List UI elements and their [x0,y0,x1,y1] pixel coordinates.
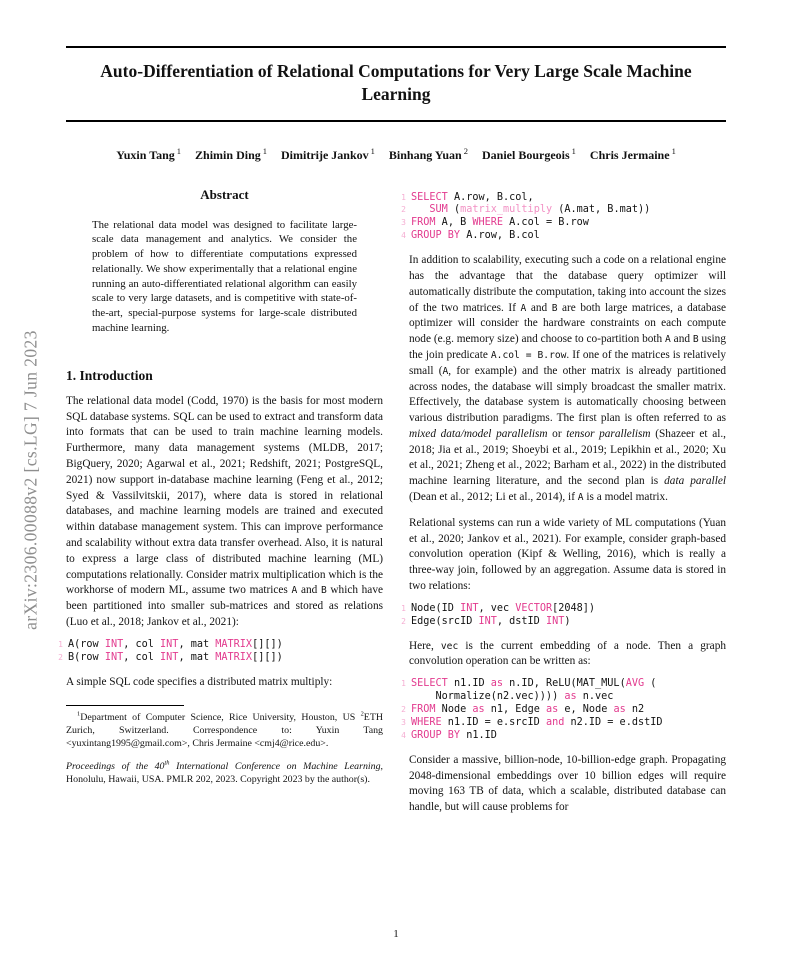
code-keyword: INT [478,615,497,627]
code-line [398,217,726,230]
text-segment: . If one of the matrices is relatively small ( [409,348,726,377]
code-text [411,717,663,730]
text-segment: Department of Computer Science, Rice University, Houston, US [80,712,361,724]
code-plain: n.vec [576,691,614,703]
text-segment: is the current embedding of a node. Then a graph convolution operation can be written as: [409,639,726,668]
code-keyword: SUM [429,204,448,216]
code-line [55,639,383,652]
code-keyword: VECTOR [515,602,553,614]
code-plain: , mat [178,651,216,663]
page-number: 1 [393,928,399,940]
code-plain: ) [564,615,571,627]
code-plain: Node(ID [411,602,461,614]
section-heading-introduction: 1. Introduction [66,367,153,383]
author-name: Binhang Yuan $^2$ [388,145,468,162]
code-plain: ( [447,204,461,216]
title-rule-bottom [66,120,726,122]
code-line [398,603,726,616]
code-text [411,192,534,205]
code-line [398,691,726,704]
authors-line [66,146,726,163]
text-segment: Relational systems can run a wide variety of ML computations (Yuan et al., 2020; Jankov et al., 2021). For example, consider graph-based convolution operation (Kipf & Welling, 2016), which is really a three-way join, followed by an aggregation. Assume data is stored in two relations: [409,516,726,593]
code-plain: n2 [625,704,645,716]
code-text [411,603,595,616]
paragraph-scalability [409,253,726,506]
text-segment: th [164,760,170,768]
code-keyword: GROUP BY [411,729,461,741]
code-line [398,678,726,691]
code-plain: (A.mat, B.mat)) [552,204,651,216]
paragraph-relational-systems [409,516,726,595]
code-plain: , col [123,638,161,650]
author-affiliation-superscript: 1 [571,145,576,156]
text-segment: B [320,585,327,597]
text-segment: (Dean et al., 2012; Li et al., 2014), if [409,491,578,504]
code-line-number: 1 [58,639,63,649]
text-segment: mixed data/model parallelism [409,427,548,440]
paragraph-here-vec [409,639,726,671]
code-text [411,691,613,704]
code-block-sql-matrix-multiply [398,192,726,244]
code-plain [411,204,429,215]
text-segment: is a model matrix. [583,491,668,504]
code-keyword: FROM [411,704,436,716]
code-line [398,204,726,217]
code-plain: [2048]) [552,602,596,614]
text-segment: tensor parallelism [566,427,651,440]
text-segment: are both large matrices, a database optimizer will consider the hardware constraints on each compute node (e.g. memory size) and choose to co-partition both [409,301,726,346]
code-line-number: 4 [401,730,406,740]
text-segment: B [692,334,699,346]
code-text [411,616,571,629]
code-block-sql-graph-conv [398,678,726,743]
code-text [411,704,644,717]
text-segment: 1 [77,711,81,719]
text-segment: and [670,333,693,346]
code-keyword: WHERE [411,716,442,728]
author-name: Dimitrije Jankov $^1$ [281,145,375,162]
text-segment: ETH Zurich, Switzerland. Correspondence to: Yuxin Tang <yuxintang1995@gmail.com>, Chris Jermaine <cmj4@rice.edu>. [66,712,383,750]
code-text [411,204,650,217]
text-segment: International Conference on Machine Learning [169,761,381,773]
code-plain: n2.ID = e.dstID [564,716,663,728]
code-line-number: 3 [401,218,406,228]
code-line [398,704,726,717]
code-line-number: 2 [401,205,406,215]
code-keyword: INT [104,651,124,663]
code-plain: A.row, B.col, [447,191,534,203]
author-affiliation-superscript: 1 [671,145,676,156]
code-keyword: AVG [625,678,645,690]
intro-paragraph-2: A simple SQL code specifies a distributed matrix multiply: [66,675,333,688]
author-affiliation-superscript: 1 [370,145,375,156]
code-line-number: 3 [401,717,406,727]
code-line-number: 1 [401,603,406,613]
code-text [411,730,497,743]
text-segment: vec [440,640,459,652]
code-keyword: INT [160,638,179,650]
code-plain: n1, Edge [484,704,546,716]
author-name: Yuxin Tang $^1$ [116,145,182,162]
left-column [58,184,383,787]
code-keyword: and [545,716,565,728]
text-segment: The relational data model (Codd, 1970) is the basis for most modern SQL database systems. SQL can be used to extract and transform data into formats that can be used to train machine learning models. Furthermore, many data management systems (MLDB, 2017; BigQuery, 2020; Agarwal et al., 2021; Redshift, 2021; PostgreSQL, 2021) now support in-database machine learning (Feng et al., 2012; Syed & Vassilvitskii, 2017), where data is stored in relational databases, and machine learning models are trained and executed within database management system. This can improve performance and scalability without extra data transfer overhead. Also, it is natural to express a large class of distributed machine learning (ML) computations relationally. Consider matrix multiplication which is the workhorse of modern ML, assume two matrices [66,394,383,597]
code-keyword: as [472,704,485,716]
code-plain: A.col = B.row [503,217,589,229]
code-keyword: FROM [411,217,436,229]
code-line [398,616,726,629]
text-segment: B [551,302,558,314]
arxiv-banner: arXiv:2306.00088v2 [cs.LG] 7 Jun 2023 [20,330,41,630]
code-keyword: INT [460,602,479,614]
code-text [68,652,283,665]
text-segment: which have been partitioned into smaller sub-matrices and stored as relations (Luo et al., 2018; Jankov et al., 2021): [66,584,383,629]
text-segment: and [297,584,321,597]
code-keyword: as [545,704,559,716]
code-line [398,230,726,243]
code-plain: n.ID, ReLU(MAT_MUL( [503,678,626,690]
text-segment: , Honolulu, Hawaii, USA. PMLR 202, 2023. Copyright 2023 by the author(s). [66,761,383,786]
code-line [398,730,726,743]
code-plain: [][]) [252,651,283,663]
text-segment: (Shazeer et al., 2018; Jia et al., 2019; Shoeybi et al., 2019; Lepikhin et al., 2020; Xu et al., 2021; Zheng et al., 2022; Barham et al., 2022) in the distributed machine learning literature, and the second plan is [409,427,726,488]
text-segment: A [442,365,449,377]
text-segment: Proceedings of the 40 [66,761,165,773]
author-name: Daniel Bourgeois $^1$ [481,145,576,162]
footnote-affiliations [66,711,383,750]
code-line-number: 2 [401,616,406,626]
code-plain: A, B [435,217,473,229]
text-segment: data parallel [664,475,726,488]
intro-paragraph-1 [66,394,383,631]
code-block-matrix-schema [55,639,383,665]
code-text [411,678,656,691]
author-affiliation-superscript: 1 [262,145,267,156]
text-segment: and [526,301,552,314]
code-keyword: as [564,691,577,703]
code-keyword: as [490,678,504,690]
author-name: Zhimin Ding $^1$ [195,145,267,162]
title-rule-top [66,46,726,48]
text-segment: or [547,427,567,440]
text-segment: A [665,334,671,346]
code-plain: , col [123,651,161,663]
footnote-rule [66,705,184,706]
code-plain: Edge(srcID [411,615,479,627]
two-column-body [58,184,727,816]
code-plain: Normalize(n2.vec)))) [411,691,565,703]
code-keyword: SELECT [411,678,448,690]
code-line [398,192,726,205]
text-segment: A [291,585,298,597]
text-segment: A [577,492,584,504]
abstract-heading: Abstract [200,186,249,202]
code-text [68,639,283,652]
code-text [411,230,540,243]
text-segment: using the join predicate [409,333,726,361]
code-line [55,652,383,665]
text-segment: A.col = B.row [490,349,567,361]
code-plain: B(row [68,651,105,663]
code-plain: e, Node [558,704,614,716]
code-line-number: 1 [401,679,406,689]
code-block-node-edge-schema [398,603,726,629]
code-plain: , dstID [496,615,546,627]
paragraph-consider-graph [409,753,726,816]
code-line-number: 2 [58,652,63,662]
abstract-text: The relational data model was designed to facilitate large-scale data management and analytics. We consider the problem of how to differentiate computations expressed relationally. We show experimentally that a relational engine running an auto-differentiated relational algorithm can easily scale to very large datasets, and is competitive with state-of-the-art, special-purpose systems for large-scale distributed machine learning. [92,218,357,335]
author-name: Chris Jermaine $^1$ [589,145,676,162]
code-line [398,717,726,730]
text-segment: 2 [360,711,364,719]
code-keyword: SELECT [411,191,448,203]
author-affiliation-superscript: 1 [176,145,182,156]
code-keyword: INT [104,638,124,650]
code-plain: n1.ID [447,678,491,690]
paper-title: Auto-Differentiation of Relational Computations for Very Large Scale Machine Learning [100,61,692,104]
code-plain: n1.ID [460,729,497,741]
code-keyword: as [613,704,626,716]
text-segment: In addition to scalability, executing such a code on a relational engine has the advantage that the database query optimizer will automatically distribute the computation, taking into account the sizes of the two matrices. If [409,254,726,314]
code-plain: , vec [478,602,516,614]
right-column [401,184,727,816]
text-segment: Consider a massive, billion-node, 10-billion-edge graph. Propagating 2048-dimensional embeddings over 10 billion edges will require moving 163 TB of data, which a scalable, distributed database can handle, but will cause problems for [409,753,726,814]
code-line-number: 2 [401,705,406,715]
code-plain: n1.ID = e.srcID [441,716,546,728]
text-segment: , for example) and the other matrix is already partitioned across nodes, the database will simply broadcast the smaller matrix. Effectively, the database system is automatically choosing between various distribution paradigms. The first plan is often referred to as [409,364,727,425]
code-plain: [][]) [252,638,283,650]
code-text [411,217,589,230]
proceedings-note [66,760,383,786]
code-plain: ( [644,678,657,690]
code-plain: , mat [178,638,216,650]
author-affiliation-superscript: 2 [463,145,468,156]
code-plain: A.row, B.col [460,230,540,242]
code-plain: Node [435,704,473,716]
code-keyword: MATRIX [215,651,253,663]
code-line-number [398,691,406,704]
paper-content [58,0,727,816]
code-function: matrix_multiply [460,204,553,216]
code-keyword: INT [545,615,565,627]
code-keyword: GROUP BY [411,230,461,242]
code-keyword: WHERE [472,217,504,229]
text-segment: A [520,302,527,314]
code-line-number: 4 [401,231,406,241]
code-keyword: MATRIX [215,638,253,650]
code-keyword: INT [160,651,179,663]
code-line-number: 1 [401,192,406,202]
code-plain: A(row [68,638,105,650]
text-segment: Here, [409,639,441,652]
